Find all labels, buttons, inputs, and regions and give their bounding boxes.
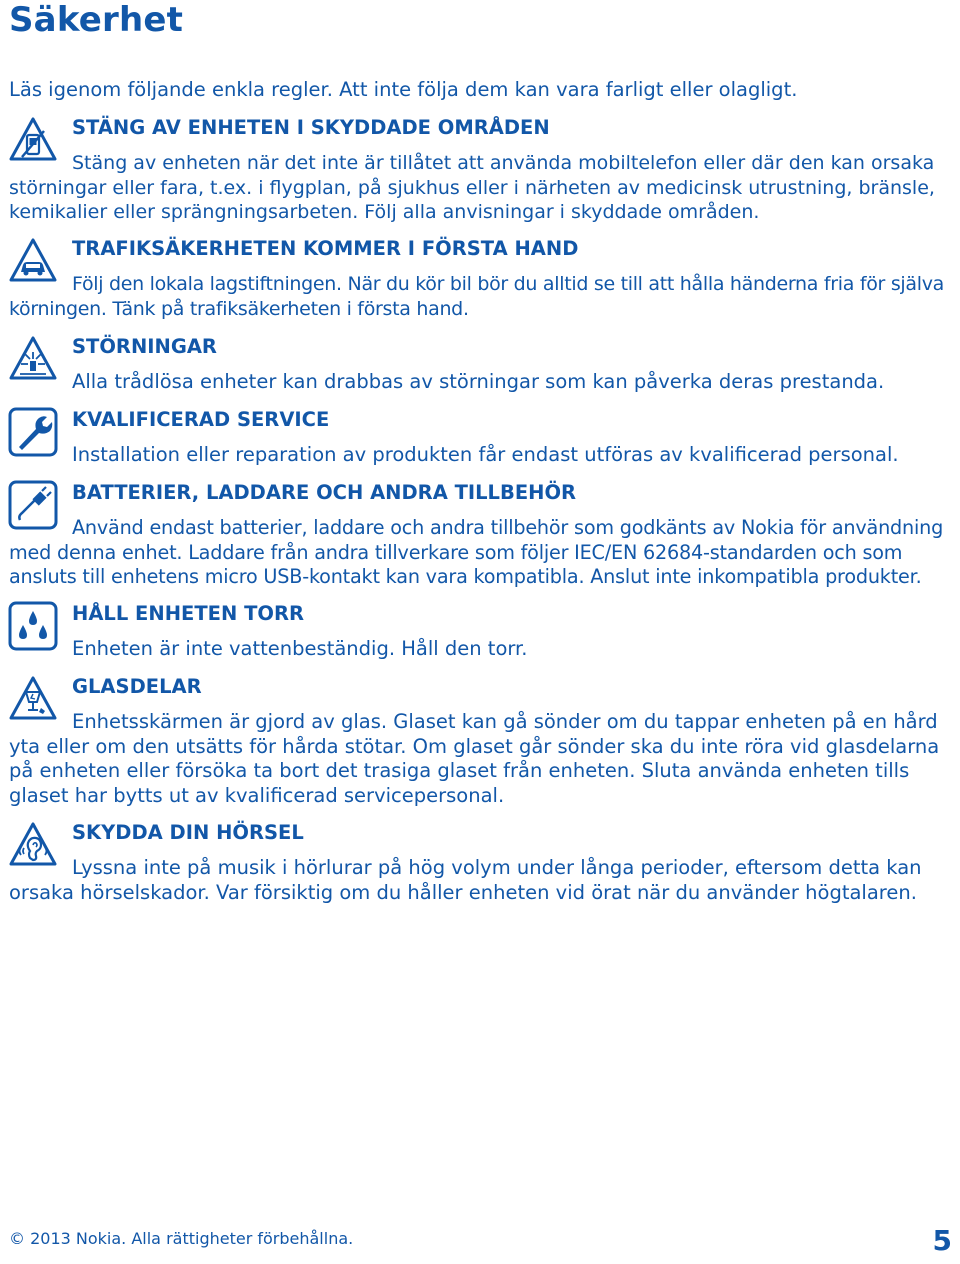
intro-text: Läs igenom följande enkla regler. Att inte följa dem kan vara farligt eller olagligt. <box>9 78 798 101</box>
section-heading: HÅLL ENHETEN TORR <box>72 602 304 625</box>
section-body: Enheten är inte vattenbeständig. Håll den torr. <box>72 637 528 660</box>
page-title: Säkerhet <box>9 0 184 40</box>
section-heading: BATTERIER, LADDARE OCH ANDRA TILLBEHÖR <box>72 481 577 504</box>
page-number: 5 <box>932 1224 952 1257</box>
section-heading: STÖRNINGAR <box>72 335 217 358</box>
section-heading: STÄNG AV ENHETEN I SKYDDADE OMRÅDEN <box>72 116 550 139</box>
section-body: Lyssna inte på musik i hörlurar på hög volym under långa perioder, eftersom detta kan orsaka hörselskador. Var försiktig om du håller enheten vid örat när du använder högtalaren. <box>9 856 922 904</box>
section-body: Alla trådlösa enheter kan drabbas av störningar som kan påverka deras prestanda. <box>72 370 885 393</box>
section-heading: SKYDDA DIN HÖRSEL <box>72 821 304 844</box>
section-heading: KVALIFICERAD SERVICE <box>72 408 330 431</box>
section-body: Stäng av enheten när det inte är tillåtet att använda mobiltelefon eller där den kan orsaka störningar eller fara, t.ex. i flygplan, på sjukhus eller i närheten av medicinsk utrustning, bränsle, kemikalier eller sprängningsarbeten. Följ alla anvisningar i skyddade områden. <box>9 152 935 223</box>
section-body: Använd endast batterier, laddare och andra tillbehör som godkänts av Nokia för användning med denna enhet. Laddare från andra tillverkare som följer IEC/EN 62684-standarden och som ansluts till enhetens micro USB-kontakt kan vara kompatibla. Anslut inte inkompatibla produkter. <box>9 516 944 588</box>
section-heading: GLASDELAR <box>72 675 202 698</box>
section-body: Följ den lokala lagstiftningen. När du kör bil bör du alltid se till att hålla händerna fria för själva körningen. Tänk på trafiksäkerheten i första hand. <box>9 273 945 320</box>
section-body: Enhetsskärmen är gjord av glas. Glaset kan gå sönder om du tappar enheten på en hård yta eller om den utsätts för hårda stötar. Om glaset går sönder ska du inte röra vid glasdelarna på enheten eller försöka ta bort det trasiga glaset från enheten. Sluta använda enheten tills glaset har bytts ut av kvalificerad servicepersonal. <box>9 710 940 807</box>
section-heading: TRAFIKSÄKERHETEN KOMMER I FÖRSTA HAND <box>72 237 579 260</box>
footer-copyright: © 2013 Nokia. Alla rättigheter förbehållna. <box>9 1229 354 1248</box>
section-body: Installation eller reparation av produkten får endast utföras av kvalificerad personal. <box>72 443 899 466</box>
